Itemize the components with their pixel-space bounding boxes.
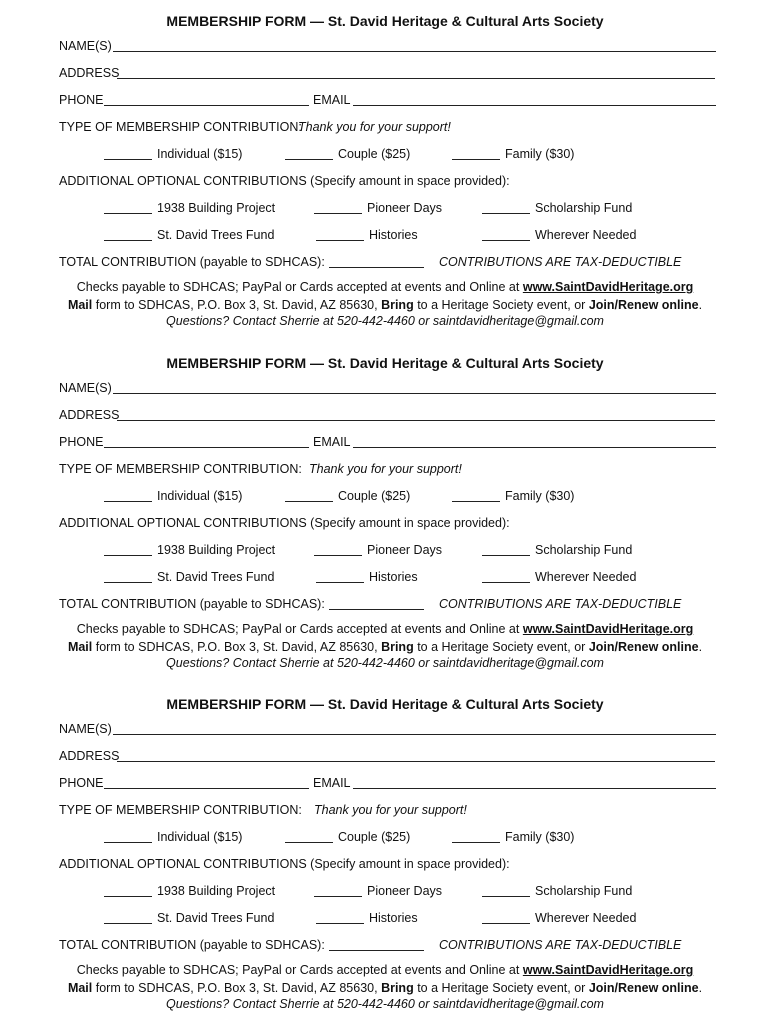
form-title: MEMBERSHIP FORM — St. David Heritage & Cultural Arts Society (166, 355, 604, 371)
thank-you-note: Thank you for your support! (298, 120, 451, 134)
optional-histories[interactable] (316, 569, 418, 585)
amount-blank[interactable] (285, 159, 333, 160)
address-field[interactable] (117, 420, 715, 421)
amount-blank[interactable] (285, 501, 333, 502)
optional-building-project[interactable] (104, 883, 275, 899)
payment-info (0, 279, 770, 295)
period: . (698, 981, 703, 995)
optional-building-project[interactable] (104, 200, 275, 216)
total-contribution-row (59, 596, 424, 612)
additional-contributions-label: ADDITIONAL OPTIONAL CONTRIBUTIONS (Specify amount in space provided): (59, 516, 510, 530)
total-contribution-row (59, 254, 424, 270)
names-field[interactable] (113, 51, 716, 52)
option-label: Scholarship Fund (535, 543, 633, 557)
tax-deductible-note: CONTRIBUTIONS ARE TAX-DEDUCTIBLE (439, 597, 682, 611)
option-label: 1938 Building Project (157, 201, 276, 215)
phone-field[interactable] (104, 788, 309, 789)
form-title: MEMBERSHIP FORM — St. David Heritage & Cultural Arts Society (166, 13, 604, 29)
period: . (698, 298, 703, 312)
membership-type-label: TYPE OF MEMBERSHIP CONTRIBUTION: (59, 462, 302, 476)
optional-wherever-needed[interactable] (482, 910, 636, 926)
names-field[interactable] (113, 734, 716, 735)
option-label: Individual ($15) (157, 830, 243, 844)
option-label: Pioneer Days (367, 884, 443, 898)
optional-scholarship-fund[interactable] (482, 883, 632, 899)
amount-blank[interactable] (104, 501, 152, 502)
option-label: Couple ($25) (338, 830, 411, 844)
option-label: Family ($30) (505, 830, 575, 844)
email-field[interactable] (353, 447, 716, 448)
amount-blank[interactable] (482, 582, 530, 583)
bring-bold: Bring (381, 981, 414, 995)
bring-text: to a Heritage Society event, or (417, 640, 586, 654)
questions-contact: Questions? Contact Sherrie at 520-442-4460 or saintdavidheritage@gmail.com (166, 314, 604, 328)
mail-info (0, 639, 770, 655)
option-label: Wherever Needed (535, 570, 637, 584)
payment-info (0, 621, 770, 637)
membership-option-couple[interactable] (285, 829, 410, 845)
option-label: Family ($30) (505, 147, 575, 161)
mail-text: form to SDHCAS, P.O. Box 3, St. David, AZ 85630, (95, 640, 378, 654)
email-label: EMAIL (313, 93, 351, 107)
membership-type-label: TYPE OF MEMBERSHIP CONTRIBUTION: (59, 803, 302, 817)
amount-blank[interactable] (482, 896, 530, 897)
optional-pioneer-days[interactable] (314, 883, 442, 899)
option-label: Wherever Needed (535, 911, 637, 925)
mail-bold: Mail (67, 298, 93, 312)
thank-you-note: Thank you for your support! (309, 462, 462, 476)
membership-form (0, 0, 770, 342)
membership-option-family[interactable] (452, 829, 574, 845)
website-link[interactable]: www.SaintDavidHeritage.org (522, 280, 694, 294)
membership-option-couple[interactable] (285, 488, 410, 504)
optional-histories[interactable] (316, 910, 418, 926)
total-amount-blank[interactable] (329, 609, 424, 610)
additional-contributions-label: ADDITIONAL OPTIONAL CONTRIBUTIONS (Specify amount in space provided): (59, 857, 510, 871)
optional-trees-fund[interactable] (104, 227, 274, 243)
membership-form (0, 342, 770, 684)
questions-contact: Questions? Contact Sherrie at 520-442-4460 or saintdavidheritage@gmail.com (166, 656, 604, 670)
address-label: ADDRESS (59, 66, 120, 80)
option-label: Couple ($25) (338, 489, 411, 503)
join-renew-bold: Join/Renew online (588, 981, 699, 995)
amount-blank[interactable] (104, 240, 152, 241)
option-label: 1938 Building Project (157, 543, 276, 557)
optional-pioneer-days[interactable] (314, 200, 442, 216)
phone-field[interactable] (104, 105, 309, 106)
address-label: ADDRESS (59, 749, 120, 763)
option-label: Scholarship Fund (535, 201, 633, 215)
amount-blank[interactable] (314, 213, 362, 214)
amount-blank[interactable] (482, 923, 530, 924)
amount-blank[interactable] (104, 896, 152, 897)
questions-contact: Questions? Contact Sherrie at 520-442-4460 or saintdavidheritage@gmail.com (166, 997, 604, 1011)
payment-info (0, 962, 770, 978)
option-label: St. David Trees Fund (157, 911, 275, 925)
tax-deductible-note: CONTRIBUTIONS ARE TAX-DEDUCTIBLE (439, 255, 682, 269)
amount-blank[interactable] (314, 555, 362, 556)
amount-blank[interactable] (104, 923, 152, 924)
total-contribution-label: TOTAL CONTRIBUTION (payable to SDHCAS): (59, 597, 325, 611)
option-label: Wherever Needed (535, 228, 637, 242)
membership-type-label: TYPE OF MEMBERSHIP CONTRIBUTION: (59, 120, 302, 134)
thank-you-note: Thank you for your support! (314, 803, 467, 817)
amount-blank[interactable] (452, 159, 500, 160)
total-contribution-label: TOTAL CONTRIBUTION (payable to SDHCAS): (59, 938, 325, 952)
address-field[interactable] (117, 761, 715, 762)
option-label: Individual ($15) (157, 147, 243, 161)
mail-bold: Mail (67, 640, 93, 654)
website-link[interactable]: www.SaintDavidHeritage.org (522, 622, 694, 636)
join-renew-bold: Join/Renew online (588, 298, 699, 312)
checks-text: Checks payable to SDHCAS; PayPal or Cards accepted at events and Online at (76, 280, 520, 294)
membership-option-couple[interactable] (285, 146, 410, 162)
option-label: Couple ($25) (338, 147, 411, 161)
mail-info (0, 980, 770, 996)
phone-field[interactable] (104, 447, 309, 448)
period: . (698, 640, 703, 654)
option-label: Pioneer Days (367, 201, 443, 215)
address-label: ADDRESS (59, 408, 120, 422)
email-label: EMAIL (313, 435, 351, 449)
option-label: St. David Trees Fund (157, 228, 275, 242)
phone-label: PHONE (59, 435, 104, 449)
option-label: Histories (369, 570, 418, 584)
additional-contributions-label: ADDITIONAL OPTIONAL CONTRIBUTIONS (Specify amount in space provided): (59, 174, 510, 188)
checks-text: Checks payable to SDHCAS; PayPal or Cards accepted at events and Online at (76, 622, 520, 636)
option-label: Individual ($15) (157, 489, 243, 503)
amount-blank[interactable] (316, 240, 364, 241)
amount-blank[interactable] (104, 159, 152, 160)
optional-scholarship-fund[interactable] (482, 542, 632, 558)
option-label: St. David Trees Fund (157, 570, 275, 584)
membership-option-family[interactable] (452, 146, 574, 162)
address-field[interactable] (117, 78, 715, 79)
mail-text: form to SDHCAS, P.O. Box 3, St. David, AZ 85630, (95, 981, 378, 995)
names-label: NAME(S) (59, 39, 112, 53)
option-label: Histories (369, 911, 418, 925)
mail-info (0, 297, 770, 313)
total-amount-blank[interactable] (329, 950, 424, 951)
names-field[interactable] (113, 393, 716, 394)
total-contribution-row (59, 937, 424, 953)
amount-blank[interactable] (104, 555, 152, 556)
option-label: Histories (369, 228, 418, 242)
amount-blank[interactable] (316, 923, 364, 924)
bring-bold: Bring (381, 298, 414, 312)
website-link[interactable]: www.SaintDavidHeritage.org (522, 963, 694, 977)
phone-label: PHONE (59, 93, 104, 107)
email-field[interactable] (353, 788, 716, 789)
names-label: NAME(S) (59, 722, 112, 736)
join-renew-bold: Join/Renew online (588, 640, 699, 654)
membership-option-individual[interactable] (104, 146, 242, 162)
membership-option-individual[interactable] (104, 488, 242, 504)
bring-text: to a Heritage Society event, or (417, 981, 586, 995)
tax-deductible-note: CONTRIBUTIONS ARE TAX-DEDUCTIBLE (439, 938, 682, 952)
total-amount-blank[interactable] (329, 267, 424, 268)
bring-text: to a Heritage Society event, or (417, 298, 586, 312)
amount-blank[interactable] (482, 240, 530, 241)
amount-blank[interactable] (104, 842, 152, 843)
amount-blank[interactable] (314, 896, 362, 897)
option-label: Scholarship Fund (535, 884, 633, 898)
optional-histories[interactable] (316, 227, 418, 243)
names-label: NAME(S) (59, 381, 112, 395)
mail-text: form to SDHCAS, P.O. Box 3, St. David, AZ 85630, (95, 298, 378, 312)
amount-blank[interactable] (482, 213, 530, 214)
amount-blank[interactable] (452, 842, 500, 843)
bring-bold: Bring (381, 640, 414, 654)
option-label: Family ($30) (505, 489, 575, 503)
total-contribution-label: TOTAL CONTRIBUTION (payable to SDHCAS): (59, 255, 325, 269)
form-title: MEMBERSHIP FORM — St. David Heritage & Cultural Arts Society (166, 696, 604, 712)
optional-wherever-needed[interactable] (482, 569, 636, 585)
amount-blank[interactable] (452, 501, 500, 502)
amount-blank[interactable] (104, 213, 152, 214)
amount-blank[interactable] (104, 582, 152, 583)
option-label: 1938 Building Project (157, 884, 276, 898)
optional-trees-fund[interactable] (104, 910, 274, 926)
email-field[interactable] (353, 105, 716, 106)
option-label: Pioneer Days (367, 543, 443, 557)
amount-blank[interactable] (285, 842, 333, 843)
email-label: EMAIL (313, 776, 351, 790)
optional-scholarship-fund[interactable] (482, 200, 632, 216)
membership-form (0, 683, 770, 1025)
optional-pioneer-days[interactable] (314, 542, 442, 558)
mail-bold: Mail (67, 981, 93, 995)
amount-blank[interactable] (482, 555, 530, 556)
amount-blank[interactable] (316, 582, 364, 583)
optional-trees-fund[interactable] (104, 569, 274, 585)
membership-option-family[interactable] (452, 488, 574, 504)
membership-option-individual[interactable] (104, 829, 242, 845)
phone-label: PHONE (59, 776, 104, 790)
optional-wherever-needed[interactable] (482, 227, 636, 243)
checks-text: Checks payable to SDHCAS; PayPal or Cards accepted at events and Online at (76, 963, 520, 977)
optional-building-project[interactable] (104, 542, 275, 558)
